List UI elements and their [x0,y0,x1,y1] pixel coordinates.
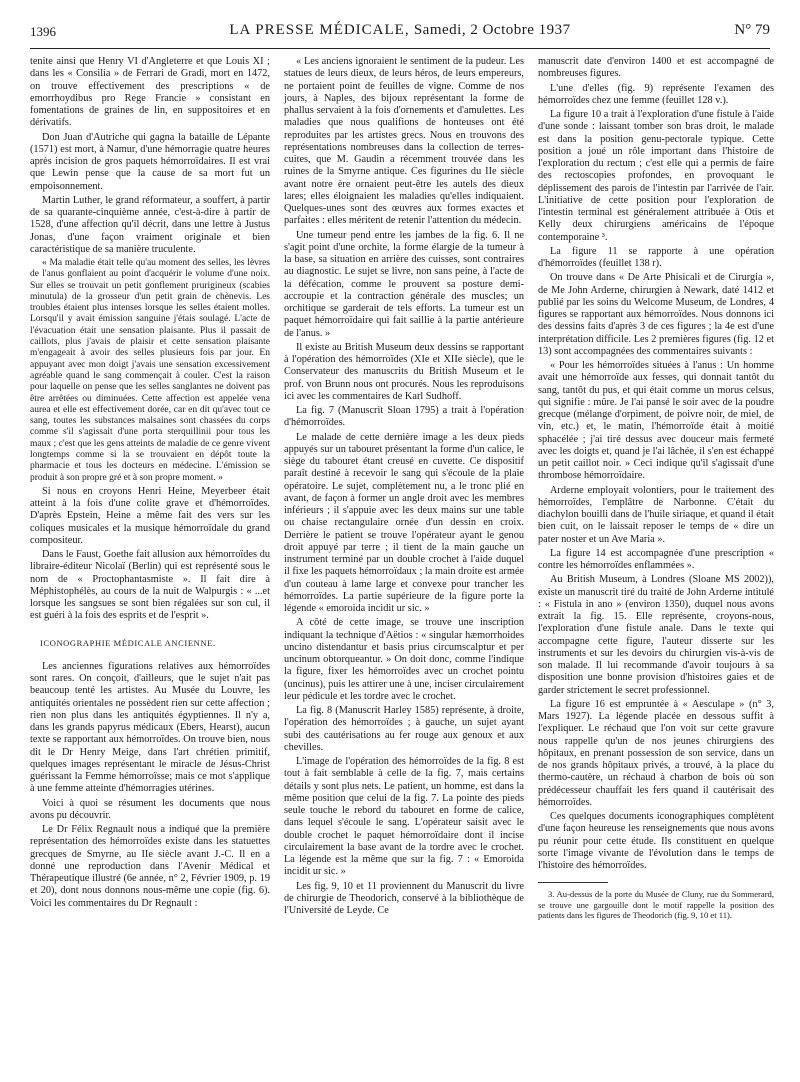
paragraph: La fig. 8 (Manuscrit Harley 1585) représente, à droite, l'opération des hémorroïdes ; à gauche, un sujet ayant subi des cautérisations au fer rouge aux genoux et aux chevilles. [284,705,524,753]
paragraph: « Pour les hémorroïdes situées à l'anus : Un homme avait une hémorroïde aux fesses, qui donnait tantôt du sang, tantôt du pus, et qui était comme un morus celsus, qui signifie : mûre. Je l'ai pansé le soir avec de la poudre grecque (mélange d'orpiment, de poivre noir, de miel, de vin, etc.) et, le matin, l'hémorroïde était à moitié sphacélée ; j'ai tiré dessus avec douceur mais fermeté avec les doigts et, quand je l'ai lâchée, il s'en est échappé un petit caillot noir. » Ceci indique qu'il s'agissait d'une thrombose hémorroïdaire. [538,360,774,482]
paragraph: La fig. 7 (Manuscrit Sloan 1795) a trait à l'opération d'hémorroïdes. [284,405,524,429]
paragraph: « Les anciens ignoraient le sentiment de la pudeur. Les statues de leurs dieux, de leurs héros, de leurs empereurs, ne portaient point de feuilles de vigne. Comme de nos jours, à Naples, des bijoux représentant la forme de phallus servaient à la fois d'ornements et d'amulettes. Les maladies que nous qualifions de honteuses ont été reproduites par les artistes grecs. Nous en trouvons des représentations nombreuses dans la collection de terres-cuites, que M. Gaudin a récemment trouvée dans les ruines de la Smyrne antique. Ces figurines du IIe siècle avant notre ère ornaient peut-être les autels des dieux lares; elles éloignaient les maladies qu'elles indiquaient. Quelques-unes sont des œuvres aux formes exactes et parfaites : elles méritent de retenir l'attention du médecin. [284,56,524,227]
footnote: 3. Au-dessus de la porte du Musée de Cluny, rue du Sommerard, se trouve une gargouille dont le motif rappelle la position des patients dans les figures de Theodorich (fig. 9, 10 et 11). [538,889,774,920]
paragraph: L'une d'elles (fig. 9) représente l'examen des hémorroïdes chez une femme (feuillet 128 v.). [538,82,774,106]
paragraph: Au British Museum, à Londres (Sloane MS 2002)), existe un manuscrit tiré du traité de John Arderne intitulé : « Fistula in ano » (environ 1350), duquel nous avons extrait la fig. 15. Elle représente, croyons-nous, l'exploration d'une fistule anale. Dans le texte qui accompagne cette figure, l'auteur disserte sur les instruments et sur les devoirs du chirurgien vis-à-vis de son malade. Il lui recommande d'avoir toujours à sa disposition une bonne provision d'histoires gaies et de garder strictement le secret professionnel. [538,574,774,696]
journal-title-line [30,22,770,39]
paragraph: On trouve dans « De Arte Phisicali et de Cirurgia », de Me John Arderne, chirurgien à Newark, daté 1412 et publié par les soins du Welcome Museum, de Londres, 4 figures se rapportant aux hémorroïdes. Nous donnons ici des dessins faits d'après 3 de ces figures ; la 4e est d'une interprétation difficile. Les 2 premières figures (fig. 12 et 13) sont accompagnées des commentaires suivants : [538,272,774,357]
paragraph: La figure 16 est empruntée à « Aesculape » (n° 3, Mars 1927). La légende placée en dessous suffit à l'expliquer. Le réchaud que l'on voit sur cette gravure nous rappelle qu'un de nos jeunes chirurgiens des hôpitaux, en prenant possession de son service, dans un de nos grands hôpitaux privés, a trouvé, à la place du thermo-cautère, un réchaud à charbon de bois où son prédécesseur chauffait les fers quand il cautérisait des hémorroïdes. [538,698,774,808]
section-heading: ICONOGRAPHIE MÉDICALE ANCIENNE. [40,637,216,648]
header-rule [30,48,770,49]
paragraph: Le malade de cette dernière image a les deux pieds appuyés sur un tabouret présentant la forme d'un calice, le siège du tabouret étant creusé en cuvette. Ce dispositif paraît destiné à recevoir le sang qui s'écoule de la plaie opératoire. Le sujet, complètement nu, a le tronc plié en avant, de façon à former un angle droit avec les membres inférieurs ; il s'appuie avec les deux mains sur une table ou chaise rectangulaire ornée d'un dessin en croix. Derrière le patient se trouve l'opérateur ayant le genou droit appuyé par terre ; il tient de la main gauche un instrument terminé par un double crochet à l'aide duquel il fixe les paquets hémorroïdaux ; la main droite est armée d'un couteau à lame large et convexe pour trancher les hémorroïdes. La partie supérieure de la figure porte la légende « emoroida incidit ur sic. » [284,431,524,614]
paragraph: A côté de cette image, se trouve une inscription indiquant la technique d'Aëtios : « singular hæmorrhoides uncino distendantur et basis prius circumscalptur et per uncinum obtorqueantur. » On doit donc, comme l'indique la figure, fixer les hémorroïdes avec un crochet pointu (uncinus), puis les attirer une à une, inciser circulairement leur pédicule et les tordre avec le crochet. [284,617,524,702]
footnote-rule [538,882,608,883]
paragraph: manuscrit date d'environ 1400 et est accompagné de nombreuses figures. [538,56,774,80]
paragraph: La figure 10 a trait à l'exploration d'une fistule à l'aide d'une sonde : laissant tomber son bras droit, le malade est dans la position genu-pectorale typique. Cette position a joué un rôle important dans l'histoire de l'exploration du rectum ; c'est elle qui a permis de faire des rectoscopies profondes, en provoquant le déplissement des parois de l'intestin par l'arrivée de l'air. L'initiative de cette position pour l'exploration de l'intestin terminal est généralement attribuée à Otis et Kelly deux chirurgiens américains de l'époque contemporaine ³. [538,109,774,243]
paragraph: Une tumeur pend entre les jambes de la fig. 6. Il ne s'agit point d'une orchite, la forme élargie de la tumeur à la base, sa situation en arrière des cuisses, sont contraires au diagnostic. Le sujet se livre, non sans peine, à l'acte de la défécation, comme le prouvent sa posture demi-accroupie et la contraction générale des muscles; un orchitique se garderait de tels efforts. La tumeur est un paquet hémorroïdaire qui fait saillie à la partie antérieure de l'anus. » [284,229,524,339]
column-left [30,56,270,912]
paragraph: Dans le Faust, Goethe fait allusion aux hémorroïdes du libraire-éditeur Nicolaï (Berlin) qui est représenté sous le nom de « Proctophantasmiste ». Il fait dire à Méphistophélès, au cours de la nuit de Walpurgis : « ...et lorsque les sangsues se sont bien régalées sur son cul, il est guéri à la fois des esprits et de l'esprit ». [30,549,270,622]
paragraph: Les anciennes figurations relatives aux hémorroïdes sont rares. On conçoit, d'ailleurs, que le sujet n'ait pas beaucoup tenté les artistes. Au Musée du Louvre, les antiquités orientales ne possèdent rien sur cette affection ; rien non plus dans les antiquités égyptiennes. Il n'y a, dans les grands papyrus médicaux (Ebers, Hearst), aucun texte se rapportant aux hémorroïdes. On trouve bien, nous dit le Dr Henry Meige, dans l'art chrétien primitif, quelques images représentant le miracle de Jésus-Christ guérissant la Femme hémorroïsse; mais ce mot s'applique à une femme atteinte d'hémorragies utérines. [30,660,270,795]
paragraph: La figure 14 est accompagnée d'une prescription « contre les hémorroïdes enflammées ». [538,547,774,571]
paragraph: L'image de l'opération des hémorroïdes de la fig. 8 est tout à fait semblable à celle de la fig. 7, mais certains détails y sont plus nets. Le patient, un homme, est dans la même position que celui de la fig. 7. La pointe des pieds seule touche le rebord du tabouret en forme de calice, dans lequel s'écoule le sang. L'opérateur saisit avec le double crochet le paquet hémorroïdaire dont il incise circulairement la base avant de la tordre avec le crochet. La légende est la même que sur la fig. 7 : « Emoroida incidit ur sic. » [284,756,524,878]
paragraph: Arderne employait volontiers, pour le traitement des hémorroïdes, l'emplâtre de Narbonne. C'était du diachylon bouilli dans de l'huile siriaque, et quand il était bien cuit, on le laissait reposer le temps de « dire un pater noster et un Ave Maria ». [538,484,774,545]
paragraph: Les fig. 9, 10 et 11 proviennent du Manuscrit du livre de chirurgie de Theodorich, conservé à la bibliothèque de l'Université de Leyde. Ce [284,880,524,916]
paragraph: Don Juan d'Autriche qui gagna la bataille de Lépante (1571) est mort, à Namur, d'une hémorragie quatre heures après incision de gros paquets hémorroïdaires. Il est vrai que Lewin pense que la cause de sa mort fut un empoisonnement. [30,131,270,192]
journal-name: LA PRESSE MÉDICALE, [229,22,410,38]
issue-number: N° 79 [734,22,770,38]
paragraph: tenite ainsi que Henry VI d'Angleterre et que Louis XI ; dans les « Consilia » de Ferrari de Gradi, mort en 1472, on trouve effectivement des prescriptions « de emorrhoydibus pro Rege Francie » consistant en fomentations de graines de lin, en suppositoires et en dérivatifs. [30,56,270,129]
column-right [538,56,774,922]
luther-quote: « Ma maladie était telle qu'au moment des selles, les lèvres de l'anus gonflaient au point d'acquérir le volume d'une noix. Sur elles se trouvait un petit gonflement prurigineux (scabies minutula) de la grosseur d'un petit grain de chènevis. Les troubles étaient plus intenses lorsque les selles étaient molles. Lorsqu'il y avait émission sanguine j'étais soulagé. L'acte de l'évacuation était une sensation plaisante. Plus il passait de caillots, plus j'avais de plaisir et cette sensation plaisante m'engageait à avoir des selles plusieurs fois par jour. En appuyant avec mon doigt j'avais une sensation excessivement agréable quand le sang commençait à couler. C'est la raison pour laquelle on pense que les selles sanglantes ne doivent pas être arrêtées ou diminuées. Cette affection est appelée vena aurea et elle est effectivement dorée, car en dit qu'avec tout ce sang, toutes les substances malsaines sont chassées du corps comme s'il s'agissait d'une porta sterquillinii pour tous les maux ; c'est que les gens atteints de maladie de ce genre vivent longtemps comme si la se trouvaient en dépôt toute la pharmacie et tous les docteurs en médecine. L'émission se produit à son propre gré et à son propre moment. » [30,258,270,483]
paragraph: La figure 11 se rapporte à une opération d'hémorroïdes (feuillet 138 r). [538,245,774,269]
paragraph: Ces quelques documents iconographiques complètent d'une façon heureuse les renseignements que nous avons pu réunir pour cette étude. Ils constituent en quelque sorte l'image vivante de l'évolution dans le temps de l'histoire des hémorroïdes. [538,811,774,871]
column-middle [284,56,524,919]
page-number: 1396 [30,24,56,39]
paragraph: Le Dr Félix Regnault nous a indiqué que la première représentation des hémorroïdes existe dans les statuettes grecques de Smyrne, au IIe siècle avant J.-C. Il en a donné une reproduction dans l'Avenir Médical et Thérapeutique illustré (6e année, n° 2, Février 1909, p. 19 et 20), dont nous donnons nous-même une copie (fig. 6). Voici les commentaires du Dr Regnault : [30,824,270,909]
paragraph: Martin Luther, le grand réformateur, a souffert, à partir de sa quarante-cinquième année, c'est-à-dire à partir de 1528, d'une affection qu'il décrit, dans une lettre à Justus Jonas, d'une façon vraiment originale et bien caractéristique de sa manière truculente. [30,194,270,255]
paragraph: Il existe au British Museum deux dessins se rapportant à l'opération des hémorroïdes (XIe et XIIe siècle), que le Conservateur des manuscrits du British Museum et le prof. von Brunn nous ont procurés. Nous les reproduisons ici avec les commentaires de Karl Sudhoff. [284,341,524,402]
paragraph: Voici à quoi se résument les documents que nous avons pu découvrir. [30,797,270,821]
issue-date: Samedi, 2 Octobre 1937 [413,22,571,38]
page-header [30,22,770,46]
paragraph: Si nous en croyons Henri Heine, Meyerbeer était atteint à la fois d'une colite grave et d'hémorroïdes. D'après Epstein, Heine a même fait des vers sur les coliques musicales et la musique hémorroïdale du grand compositeur. [30,485,270,546]
